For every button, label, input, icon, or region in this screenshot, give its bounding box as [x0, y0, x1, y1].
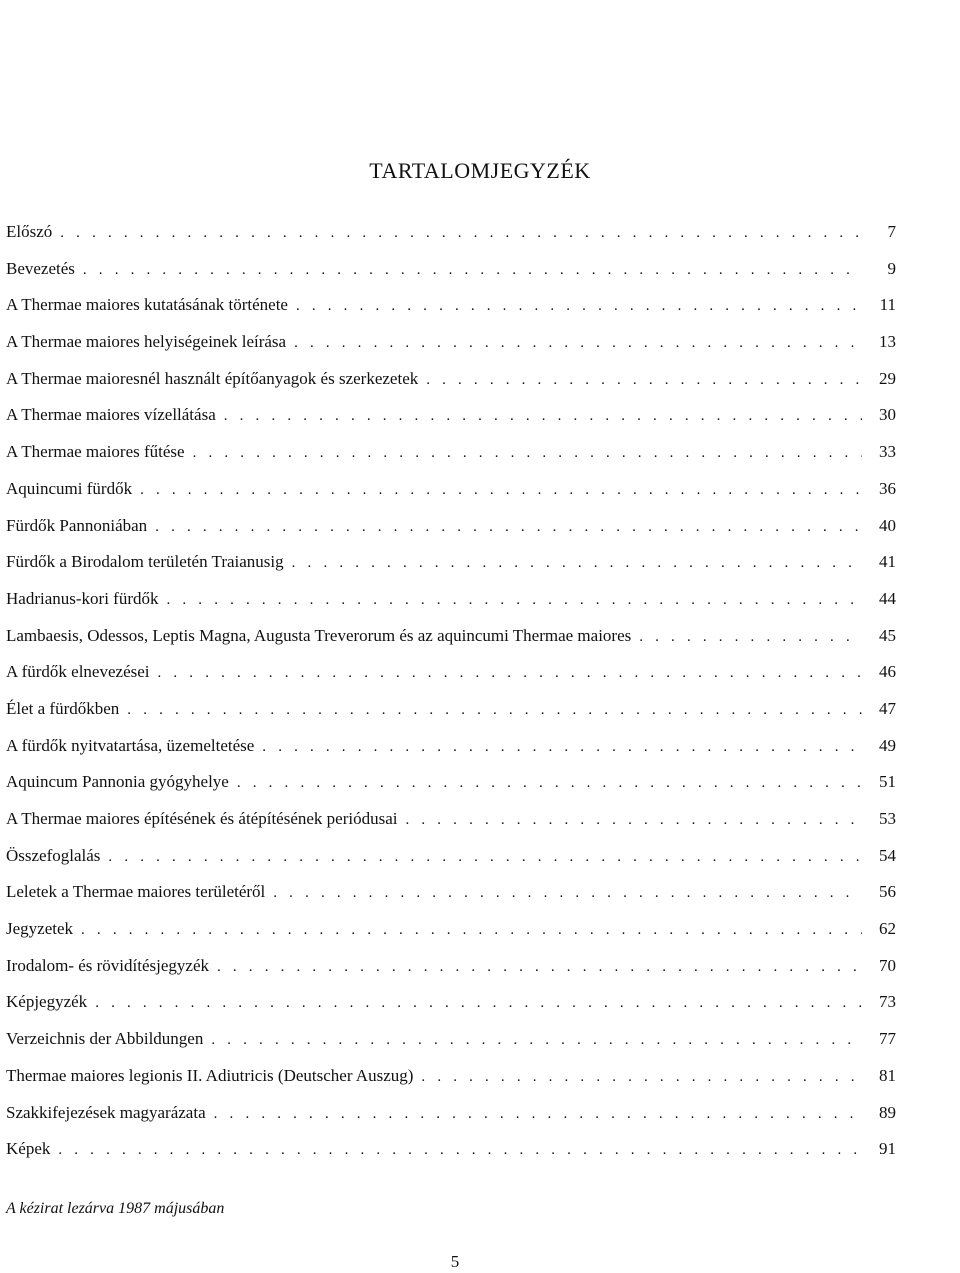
toc-entry-label: A fürdők elnevezései: [6, 662, 150, 682]
toc-entry: [6, 956, 896, 993]
toc-leader: [426, 372, 862, 389]
toc-leader: [405, 812, 862, 829]
toc-leader: [421, 1069, 862, 1086]
toc-leader: [262, 739, 862, 756]
toc-entry-label: Thermae maiores legionis II. Adiutricis (Deutscher Auszug): [6, 1065, 414, 1085]
toc-entry: [6, 1103, 896, 1140]
toc-leader: [81, 922, 862, 939]
toc-entry: [6, 919, 896, 956]
toc-entry-page: 54: [879, 845, 896, 865]
toc-entry: [6, 882, 896, 919]
toc-entry-page: 47: [879, 698, 896, 718]
toc-entry: [6, 809, 896, 846]
toc-entry-page: 51: [879, 772, 896, 792]
toc-entry-page: 40: [879, 515, 896, 535]
toc-entry-label: Lambaesis, Odessos, Leptis Magna, Augusta Treverorum és az aquincumi Thermae maiores: [6, 625, 632, 645]
toc-entry-page: 44: [879, 588, 896, 608]
toc-entry-page: 30: [879, 405, 896, 425]
toc-entry: [6, 259, 896, 296]
toc-entry-label: Képjegyzék: [6, 992, 88, 1012]
toc-leader: [217, 959, 862, 976]
toc-entry: [6, 699, 896, 736]
page-number: 5: [450, 1252, 460, 1271]
toc-entry-page: 62: [879, 919, 896, 939]
toc-entry-page: 89: [879, 1102, 896, 1122]
toc-entry-label: A Thermae maiores vízellátása: [6, 405, 216, 425]
toc-entry-page: 91: [879, 1139, 896, 1159]
toc-entry: [6, 772, 896, 809]
toc-leader: [60, 225, 862, 242]
toc-entry: [6, 332, 896, 369]
toc-leader: [292, 555, 862, 572]
toc-entry-label: Aquincum Pannonia gyógyhelye: [6, 772, 229, 792]
toc-entry-page: 33: [879, 442, 896, 462]
toc-entry: [6, 992, 896, 1029]
toc-entry-page: 73: [879, 992, 896, 1012]
toc-entry: [6, 479, 896, 516]
toc-entry: [6, 736, 896, 773]
toc-entry: [6, 295, 896, 332]
toc-entry-label: Fürdők Pannoniában: [6, 515, 148, 535]
toc-leader: [296, 298, 862, 315]
toc-entry-page: 46: [879, 662, 896, 682]
toc-entry-label: A Thermae maioresnél használt építőanyagok és szerkezetek: [6, 368, 419, 388]
toc-entry-page: 45: [879, 625, 896, 645]
toc-leader: [83, 262, 862, 279]
toc-entry-page: 13: [879, 332, 896, 352]
manuscript-closing-note: A kézirat lezárva 1987 májusában: [6, 1200, 225, 1217]
toc-entry-label: Képek: [6, 1139, 51, 1159]
toc-leader: [639, 629, 862, 646]
toc-entry: [6, 1139, 896, 1176]
toc-entry: [6, 662, 896, 699]
toc-leader: [211, 1032, 862, 1049]
page-title: TARTALOMJEGYZÉK: [369, 158, 591, 183]
toc-leader: [155, 519, 862, 536]
toc-entry: [6, 405, 896, 442]
toc-entry-page: 7: [887, 222, 896, 241]
toc-leader: [167, 592, 863, 609]
toc-entry: [6, 1066, 896, 1103]
toc-entry-page: 11: [879, 295, 896, 315]
toc-leader: [237, 775, 862, 792]
toc-entry-page: 36: [879, 478, 896, 498]
toc-entry: [6, 589, 896, 626]
toc-entry-label: A Thermae maiores helyiségeinek leírása: [6, 332, 287, 352]
toc-entry: [6, 846, 896, 883]
toc-entry-page: 56: [879, 882, 896, 902]
toc-leader: [193, 445, 862, 462]
toc-entry-label: Verzeichnis der Abbildungen: [6, 1029, 204, 1049]
toc-entry-label: Összefoglalás: [6, 845, 101, 865]
toc-leader: [224, 408, 862, 425]
toc-entry: [6, 552, 896, 589]
toc-entry-label: Aquincumi fürdők: [6, 478, 133, 498]
toc-entry-page: 53: [879, 809, 896, 828]
toc-leader: [294, 335, 862, 352]
toc-entry: [6, 222, 896, 259]
toc-entry-page: 70: [879, 955, 896, 975]
toc-entry-label: Irodalom- és rövidítésjegyzék: [6, 955, 209, 975]
toc-leader: [95, 995, 862, 1012]
toc-entry-label: A Thermae maiores fűtése: [6, 442, 185, 462]
toc-entry: [6, 626, 896, 663]
toc-entry-label: A fürdők nyitvatartása, üzemeltetése: [6, 735, 255, 755]
toc-entry: [6, 1029, 896, 1066]
toc-entry: [6, 516, 896, 553]
table-of-contents: [6, 222, 896, 1176]
toc-leader: [127, 702, 862, 719]
toc-entry-label: Leletek a Thermae maiores területéről: [6, 882, 266, 902]
toc-entry-label: Bevezetés: [6, 258, 75, 278]
toc-entry-label: Élet a fürdőkben: [6, 698, 120, 718]
toc-entry-page: 77: [879, 1029, 896, 1049]
toc-entry-page: 9: [887, 258, 896, 278]
toc-leader: [58, 1142, 862, 1159]
toc-entry-label: Hadrianus-kori fürdők: [6, 588, 159, 608]
toc-entry-label: A Thermae maiores kutatásának története: [6, 295, 288, 315]
toc-entry-page: 81: [879, 1065, 896, 1085]
toc-leader: [158, 665, 863, 682]
toc-entry-page: 41: [879, 552, 896, 572]
toc-entry-label: Előszó: [6, 222, 53, 241]
toc-leader: [108, 849, 862, 866]
toc-entry: [6, 369, 896, 406]
toc-entry-label: Jegyzetek: [6, 919, 74, 939]
toc-entry-label: Szakkifejezések magyarázata: [6, 1102, 206, 1122]
toc-entry-label: Fürdők a Birodalom területén Traianusig: [6, 552, 284, 572]
toc-entry-label: A Thermae maiores építésének és átépítésének periódusai: [6, 809, 398, 828]
toc-entry-page: 49: [879, 735, 896, 755]
toc-leader: [214, 1106, 862, 1123]
toc-leader: [140, 482, 862, 499]
toc-entry: [6, 442, 896, 479]
toc-leader: [273, 885, 862, 902]
toc-entry-page: 29: [879, 368, 896, 388]
